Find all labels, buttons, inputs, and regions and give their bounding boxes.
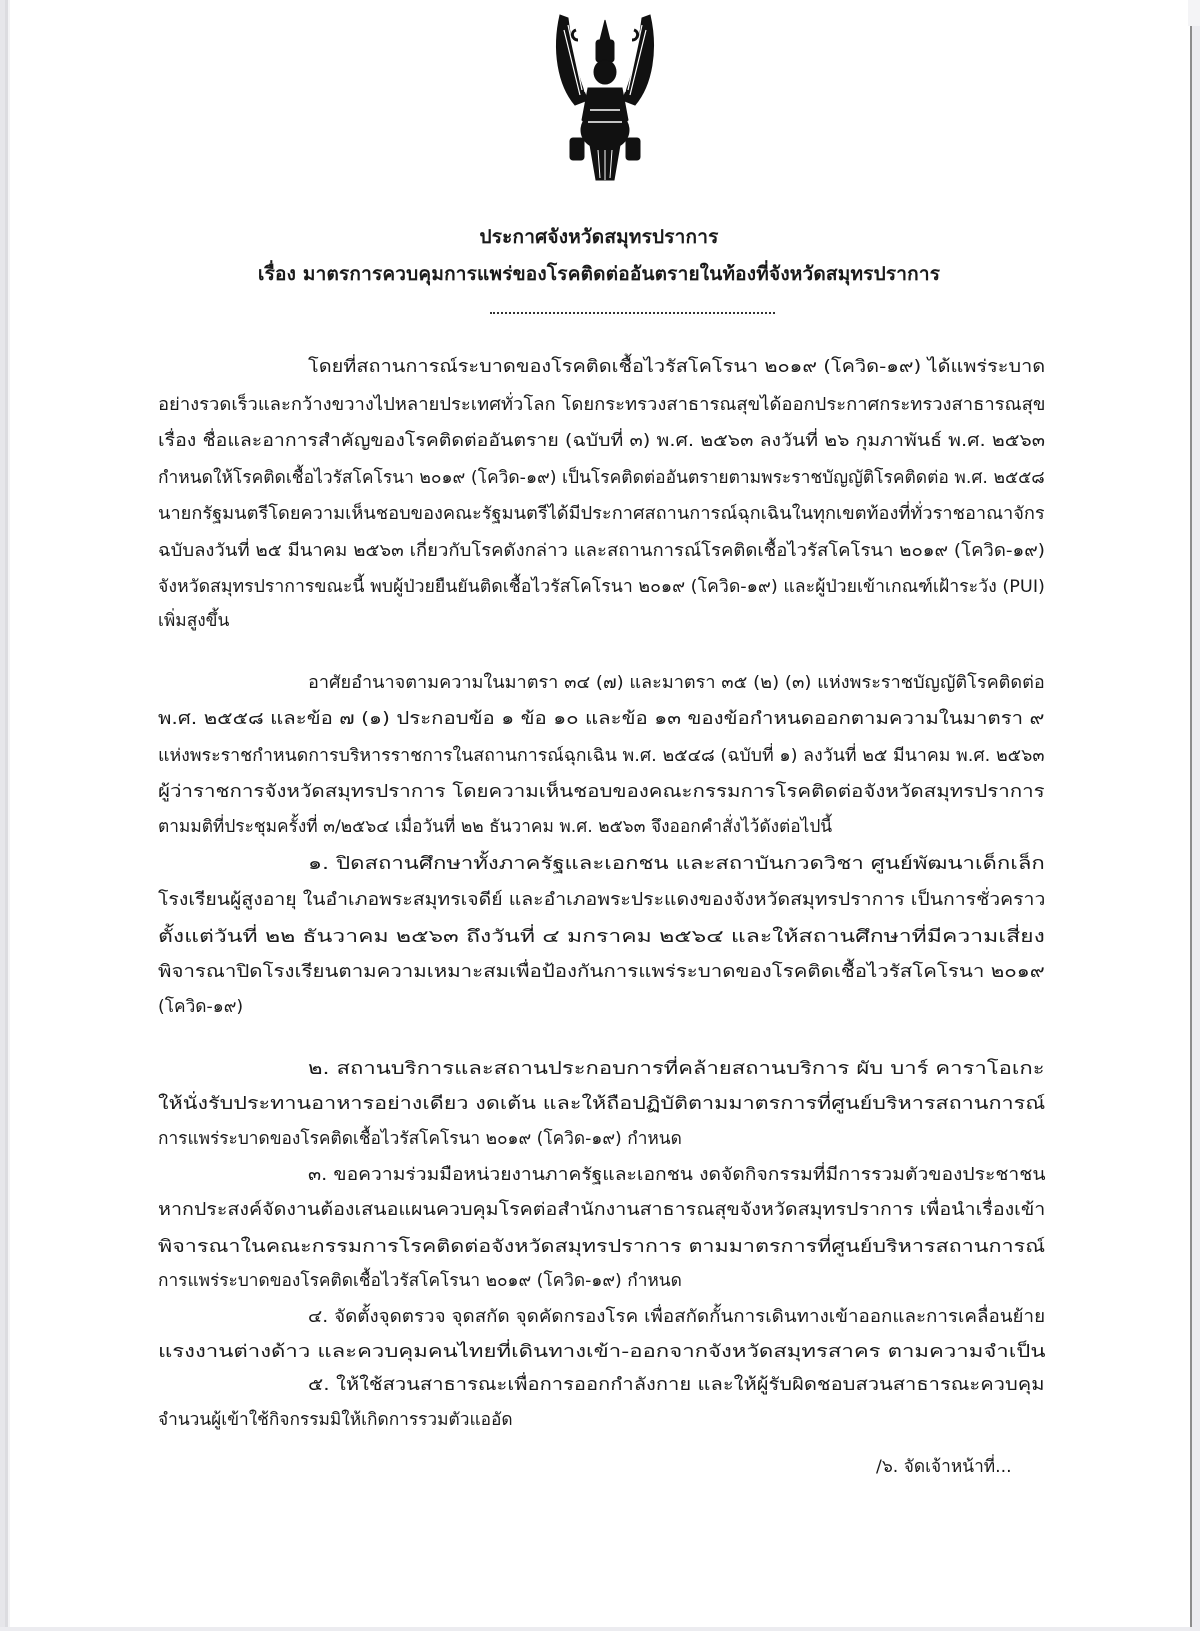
paragraph-line: เพิ่มสูงขึ้น xyxy=(158,611,230,631)
order-item-4: ๔. จัดตั้งจุดตรวจ จุดสกัด จุดคัดกรองโรค เพื่อสกัดกั้นการเดินทางเข้าออกและการเคลื่อนย้าย xyxy=(308,1307,1046,1327)
document-subject: เรื่อง มาตรการควบคุมการแพร่ของโรคติดต่ออันตรายในท้องที่จังหวัดสมุทรปราการ xyxy=(257,263,941,285)
paragraph-line: ผู้ว่าราชการจังหวัดสมุทรปราการ โดยความเห็นชอบของคณะกรรมการโรคติดต่อจังหวัดสมุทรปราการ xyxy=(158,782,1045,802)
order-item-5: ๕. ให้ใช้สวนสาธารณะเพื่อการออกกำลังกาย และให้ผู้รับผิดชอบสวนสาธารณะควบคุม xyxy=(308,1375,1045,1395)
paragraph-line: ตั้งแต่วันที่ ๒๒ ธันวาคม ๒๕๖๓ ถึงวันที่ ๔ มกราคม ๒๕๖๔ และให้สถานศึกษาที่มีความเสี่ยง xyxy=(158,927,1045,947)
paragraph-line: การแพร่ระบาดของโรคติดเชื้อไวรัสโคโรนา ๒๐๑๙ (โควิด-๑๙) กำหนด xyxy=(158,1129,682,1149)
paragraph-line: โดยที่สถานการณ์ระบาดของโรคติดเชื้อไวรัสโคโรนา ๒๐๑๙ (โควิด-๑๙) ได้แพร่ระบาด xyxy=(308,357,1046,377)
page-edge-right xyxy=(1188,0,1200,1631)
garuda-emblem-icon xyxy=(530,10,680,185)
paragraph-line: ให้นั่งรับประทานอาหารอย่างเดียว งดเต้น และให้ถือปฏิบัติตามมาตรการที่ศูนย์บริหารสถานการณ์ xyxy=(158,1094,1046,1114)
paragraph-line: กำหนดให้โรคติดเชื้อไวรัสโคโรนา ๒๐๑๙ (โควิด-๑๙) เป็นโรคติดต่ออันตรายตามพระราชบัญญัติโรคติดต่อ พ.ศ. ๒๕๕๘ xyxy=(158,468,1045,488)
paragraph-line: แรงงานต่างด้าว และควบคุมคนไทยที่เดินทางเข้า-ออกจากจังหวัดสมุทรสาคร ตามความจำเป็น xyxy=(158,1342,1046,1362)
paragraph-line: จำนวนผู้เข้าใช้กิจกรรมมิให้เกิดการรวมตัวแออัด xyxy=(158,1410,513,1430)
paragraph-line: ตามมติที่ประชุมครั้งที่ ๓/๒๕๖๔ เมื่อวันที่ ๒๒ ธันวาคม พ.ศ. ๒๕๖๓ จึงออกคำสั่งไว้ดังต่อไปนี้ xyxy=(158,817,833,837)
paragraph-line: โรงเรียนผู้สูงอายุ ในอำเภอพระสมุทรเจดีย์ และอำเภอพระประแดงของจังหวัดสมุทรปราการ เป็นการชั่วคราว xyxy=(158,890,1046,910)
order-item-3: ๓. ขอความร่วมมือหน่วยงานภาครัฐและเอกชน งดจัดกิจกรรมที่มีการรวมตัวของประชาชน xyxy=(308,1165,1046,1185)
title-separator xyxy=(490,312,775,314)
paragraph-line: นายกรัฐมนตรีโดยความเห็นชอบของคณะรัฐมนตรีได้มีประกาศสถานการณ์ฉุกเฉินในทุกเขตท้องที่ทั่วราชอาณาจักร xyxy=(158,504,1045,524)
paragraph-line: อย่างรวดเร็วและกว้างขวางไปหลายประเทศทั่วโลก โดยกระทรวงสาธารณสุขได้ออกประกาศกระทรวงสาธารณสุข xyxy=(158,395,1046,415)
paragraph-line: ฉบับลงวันที่ ๒๕ มีนาคม ๒๕๖๓ เกี่ยวกับโรคดังกล่าว และสถานการณ์โรคติดเชื้อไวรัสโคโรนา ๒๐๑๙ (โควิด-๑๙) xyxy=(158,541,1045,561)
page-edge-bottom xyxy=(0,1627,1200,1631)
paragraph-line: (โควิด-๑๙) xyxy=(158,997,244,1017)
paragraph-line: จังหวัดสมุทรปราการขณะนี้ พบผู้ป่วยยืนยันติดเชื้อไวรัสโคโรนา ๒๐๑๙ (โควิด-๑๙) และผู้ป่วยเข้าเกณฑ์เฝ้าระวัง (PUI) xyxy=(158,577,1045,597)
order-item-1: ๑. ปิดสถานศึกษาทั้งภาครัฐและเอกชน และสถาบันกวดวิชา ศูนย์พัฒนาเด็กเล็ก xyxy=(308,854,1045,874)
document-page xyxy=(10,0,1188,1627)
page-edge-right-top xyxy=(1188,0,1200,26)
order-item-2: ๒. สถานบริการและสถานประกอบการที่คล้ายสถานบริการ ผับ บาร์ คาราโอเกะ xyxy=(308,1059,1045,1079)
document-title: ประกาศจังหวัดสมุทรปราการ xyxy=(479,226,719,248)
paragraph-line: เรื่อง ชื่อและอาการสำคัญของโรคติดต่ออันตราย (ฉบับที่ ๓) พ.ศ. ๒๕๖๓ ลงวันที่ ๒๖ กุมภาพันธ์ พ.ศ. ๒๕๖๓ xyxy=(158,431,1046,451)
paragraph-line: การแพร่ระบาดของโรคติดเชื้อไวรัสโคโรนา ๒๐๑๙ (โควิด-๑๙) กำหนด xyxy=(158,1271,682,1291)
paragraph-line: หากประสงค์จัดงานต้องเสนอแผนควบคุมโรคต่อสำนักงานสาธารณสุขจังหวัดสมุทรปราการ เพื่อนำเรื่องเข้า xyxy=(158,1200,1046,1220)
paragraph-line: พ.ศ. ๒๕๕๘ และข้อ ๗ (๑) ประกอบข้อ ๑ ข้อ ๑๐ และข้อ ๑๓ ของข้อกำหนดออกตามความในมาตรา ๙ xyxy=(158,709,1045,729)
page-edge-left xyxy=(0,0,10,1631)
continuation-note: /๖. จัดเจ้าหน้าที่... xyxy=(876,1457,1012,1477)
paragraph-line: แห่งพระราชกำหนดการบริหารราชการในสถานการณ์ฉุกเฉิน พ.ศ. ๒๕๔๘ (ฉบับที่ ๑) ลงวันที่ ๒๕ มีนาคม พ.ศ. ๒๕๖๓ xyxy=(158,746,1045,766)
paragraph-line: อาศัยอำนาจตามความในมาตรา ๓๔ (๗) และมาตรา ๓๕ (๒) (๓) แห่งพระราชบัญญัติโรคติดต่อ xyxy=(308,673,1045,693)
paragraph-line: พิจารณาปิดโรงเรียนตามความเหมาะสมเพื่อป้องกันการแพร่ระบาดของโรคติดเชื้อไวรัสโคโรนา ๒๐๑๙ xyxy=(158,962,1045,982)
paragraph-line: พิจารณาในคณะกรรมการโรคติดต่อจังหวัดสมุทรปราการ ตามมาตรการที่ศูนย์บริหารสถานการณ์ xyxy=(158,1237,1046,1257)
